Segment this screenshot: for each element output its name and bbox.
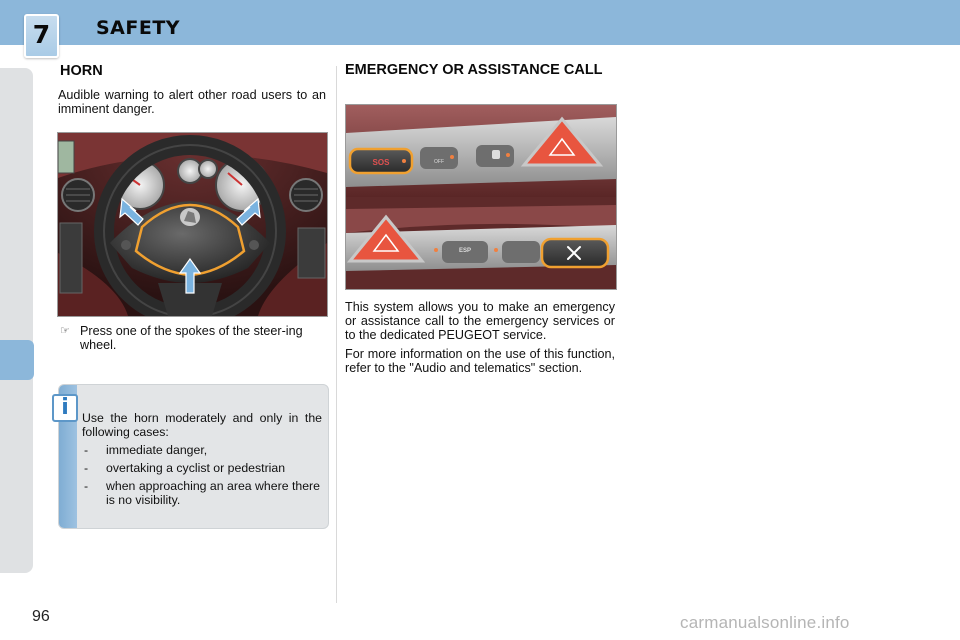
section-title: SAFETY [96,17,181,39]
horn-instruction [60,324,325,352]
info-intro: Use the horn moderately and only in the following cases: [82,411,322,439]
info-list-item: - overtaking a cyclist or pedestrian [82,461,322,475]
watermark: carmanualsonline.info [680,613,850,632]
info-list [82,443,322,507]
chapter-side-strip [0,68,33,573]
pointing-hand-icon: ☞ [60,325,70,337]
esp-button-label: ESP [458,248,472,254]
horn-intro-block [58,88,326,121]
info-icon: i [52,394,78,422]
page-number: 96 [32,608,50,625]
emergency-description [345,300,615,380]
chapter-number-tab: 7 [24,14,59,58]
steering-wheel-illustration [57,132,328,317]
emergency-heading: EMERGENCY OR ASSISTANCE CALL [345,62,603,78]
sos-button-label: SOS [372,158,390,167]
info-list-item: - when approaching an area where there is no visibility. [82,479,322,507]
horn-heading: HORN [60,63,103,79]
column-divider [336,66,337,603]
chapter-side-tab-active [0,340,34,380]
info-list-item: - immediate danger, [82,443,322,457]
off-button-label: OFF [434,159,444,165]
info-content [82,411,322,511]
horn-intro-text: Audible warning to alert other road users to an imminent danger. [58,88,326,116]
emergency-paragraph-2: For more information on the use of this function, refer to the "Audio and telematics" section. [345,347,615,375]
emergency-buttons-illustration [345,104,617,290]
horn-instruction-text: Press one of the spokes of the steer-ing wheel. [80,324,303,352]
emergency-paragraph-1: This system allows you to make an emergency or assistance call to the emergency services or to the dedicated PEUGEOT service. [345,300,615,342]
